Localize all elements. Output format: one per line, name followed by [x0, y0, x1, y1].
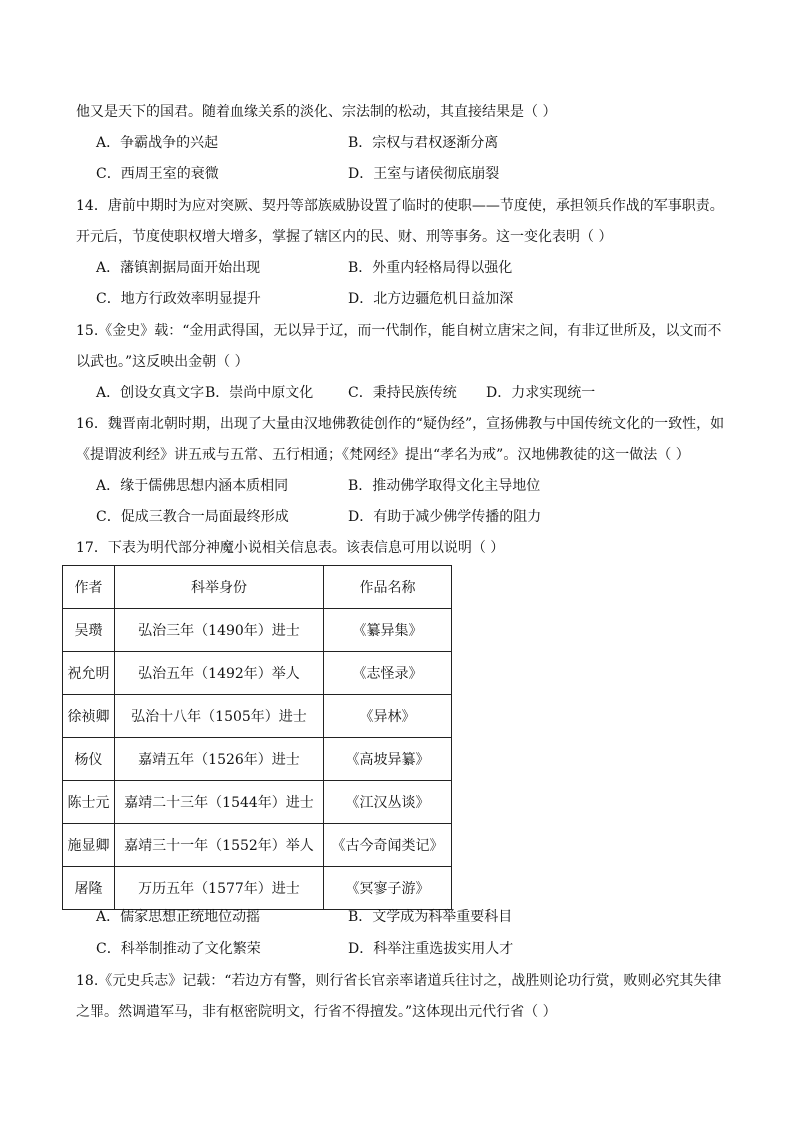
- table-cell: 祝允明: [63, 652, 115, 695]
- q16-stem-line1: 16．魏晋南北朝时期，出现了大量由汉地佛教徒创作的“疑伪经”，宣扬佛教与中国传统文化的一致性，如: [76, 416, 725, 432]
- table-cell: 《古今奇闻类记》: [324, 824, 452, 867]
- table-cell: 弘治十八年（1505年）进士: [115, 695, 324, 738]
- table-cell: 陈士元: [63, 781, 115, 824]
- table-cell: 嘉靖二十三年（1544年）进士: [115, 781, 324, 824]
- table-cell: 吴瓒: [63, 609, 115, 652]
- q15-option-c: C．秉持民族传统: [348, 385, 457, 401]
- q16-option-b: B．推动佛学取得文化主导地位: [348, 478, 541, 494]
- table-cell: 弘治三年（1490年）进士: [115, 609, 324, 652]
- table-row: [63, 738, 452, 781]
- q14-stem-line1: 14．唐前中期时为应对突厥、契丹等部族威胁设置了临时的使职——节度使，承担领兵作战的军事职责。: [76, 198, 724, 214]
- table-row: [63, 781, 452, 824]
- table-cell: 施显卿: [63, 824, 115, 867]
- q13-option-c: C．西周王室的衰微: [96, 166, 219, 182]
- q15-option-a: A．创设女真文字: [96, 385, 205, 401]
- table-cell: 《异林》: [324, 695, 452, 738]
- q13-option-d: D．王室与诸侯彻底崩裂: [348, 166, 500, 182]
- table-cell: 徐祯卿: [63, 695, 115, 738]
- table-row: [63, 652, 452, 695]
- q18-stem-line2: 之罪。然调遣军马，非有枢密院明文，行省不得擅发。”这体现出元代行省（ ）: [76, 1004, 557, 1020]
- q15-option-b: B．崇尚中原文化: [205, 385, 314, 401]
- q16-option-d: D．有助于减少佛学传播的阻力: [348, 509, 542, 525]
- q14-option-b: B．外重内轻格局得以强化: [348, 260, 513, 276]
- table-cell: 屠隆: [63, 867, 115, 910]
- table-header-exam-status: 科举身份: [115, 566, 324, 609]
- q13-option-a: A．争霸战争的兴起: [96, 135, 219, 151]
- q13-stem-line1: 他又是天下的国君。随着血缘关系的淡化、宗法制的松动，其直接结果是（ ）: [76, 104, 557, 120]
- table-cell: 《志怪录》: [324, 652, 452, 695]
- table-cell: 弘治五年（1492年）举人: [115, 652, 324, 695]
- q15-option-d: D．力求实现统一: [486, 385, 596, 401]
- table-row: [63, 695, 452, 738]
- table-header-work-title: 作品名称: [324, 566, 452, 609]
- q17-option-a: A．儒家思想正统地位动摇: [96, 909, 261, 925]
- novel-info-table: [62, 565, 452, 910]
- q15-stem-line1: 15.《金史》载：“金用武得国，无以异于辽，而一代制作，能自树立唐宋之间，有非辽世所及，以文而不: [76, 323, 722, 339]
- q15-stem-line2: 以武也。”这反映出金朝（ ）: [76, 354, 249, 370]
- table-cell: 嘉靖五年（1526年）进士: [115, 738, 324, 781]
- q16-stem-line2: 《提谓波利经》讲五戒与五常、五行相通；《梵网经》提出“孝名为戒”。汉地佛教徒的这一做法（ ）: [76, 447, 690, 463]
- q16-option-a: A．缘于儒佛思想内涵本质相同: [96, 478, 289, 494]
- q13-option-b: B．宗权与君权逐渐分离: [348, 135, 499, 151]
- table-cell: 嘉靖三十一年（1552年）举人: [115, 824, 324, 867]
- table-header-row: [63, 566, 452, 609]
- table-cell: 《纂异集》: [324, 609, 452, 652]
- table-cell: 万历五年（1577年）进士: [115, 867, 324, 910]
- q14-option-a: A．藩镇割据局面开始出现: [96, 260, 261, 276]
- table-cell: 《高坡异纂》: [324, 738, 452, 781]
- q18-stem-line1: 18.《元史兵志》记载：“若边方有警，则行省长官亲率诸道兵往讨之，战胜则论功行赏，败则必究其失律: [76, 973, 722, 989]
- q17-option-c: C．科举制推动了文化繁荣: [96, 941, 261, 957]
- table-row: [63, 824, 452, 867]
- q16-option-c: C．促成三教合一局面最终形成: [96, 509, 289, 525]
- table-cell: 杨仪: [63, 738, 115, 781]
- q17-option-d: D．科举注重选拔实用人才: [348, 941, 514, 957]
- q14-stem-line2: 开元后，节度使职权增大增多，掌握了辖区内的民、财、刑等事务。这一变化表明（ ）: [76, 229, 613, 245]
- q14-option-c: C．地方行政效率明显提升: [96, 291, 261, 307]
- table-header-author: 作者: [63, 566, 115, 609]
- q17-stem-line1: 17．下表为明代部分神魔小说相关信息表。该表信息可用以说明（ ）: [76, 540, 505, 556]
- table-cell: 《江汉丛谈》: [324, 781, 452, 824]
- q14-option-d: D．北方边疆危机日益加深: [348, 291, 514, 307]
- q17-option-b: B．文学成为科举重要科目: [348, 909, 513, 925]
- table-cell: 《冥寥子游》: [324, 867, 452, 910]
- table-row: [63, 867, 452, 910]
- table-row: [63, 609, 452, 652]
